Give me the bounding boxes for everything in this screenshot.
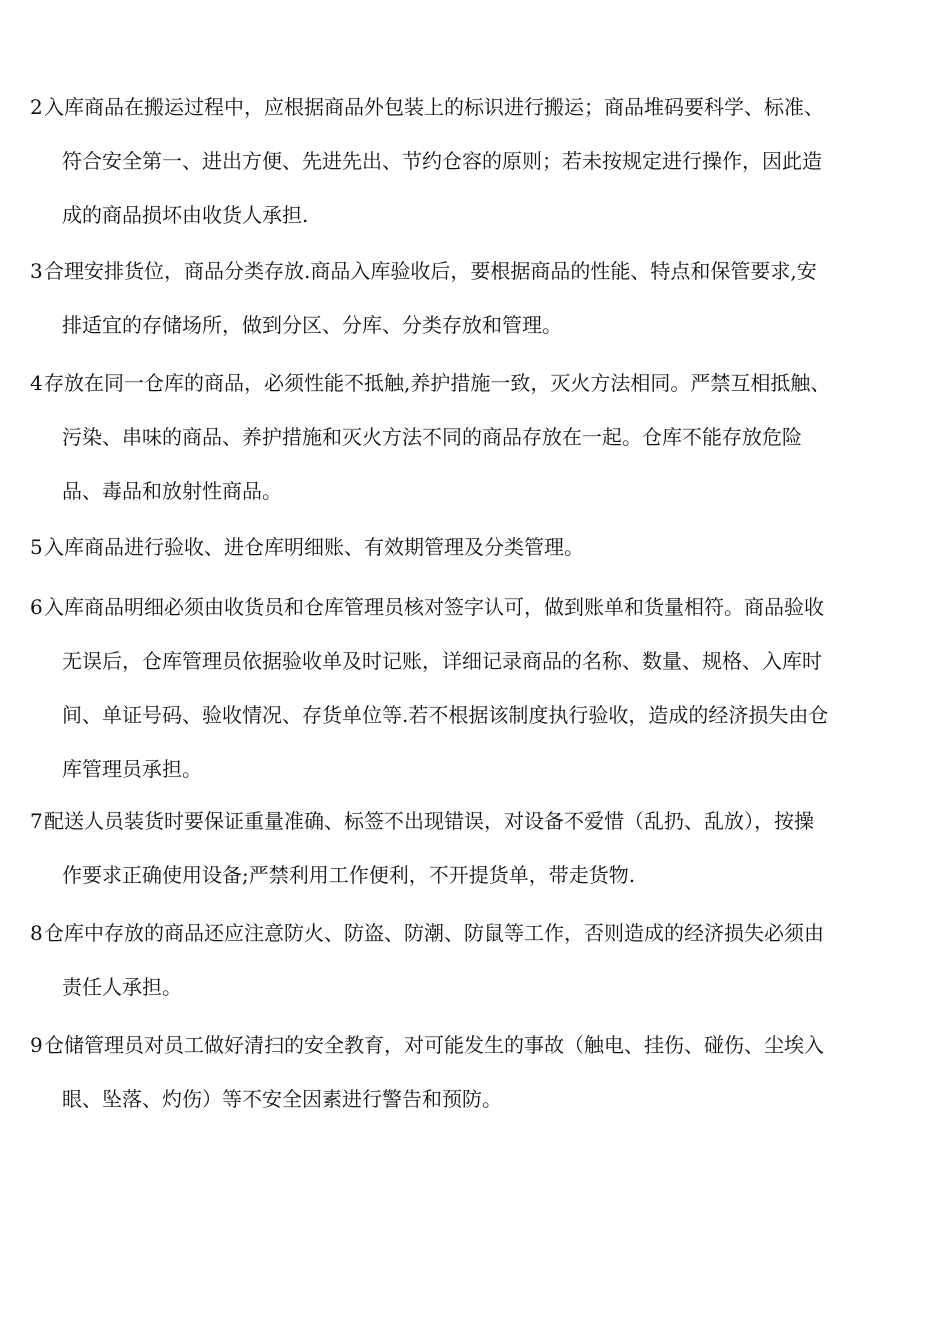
clause-number: 5 — [30, 535, 43, 559]
clause-line: 作要求正确使用设备;严禁利用工作便利，不开提货单，带走货物. — [62, 863, 636, 887]
clause-number: 6 — [30, 595, 43, 619]
clause-number: 2 — [30, 95, 43, 119]
clause-line — [30, 356, 930, 410]
clause-line: 污染、串味的商品、养护措施和灭火方法不同的商品存放在一起。仓库不能存放危险 — [62, 425, 802, 449]
clause-line: 排适宜的存储场所，做到分区、分库、分类存放和管理。 — [62, 313, 562, 337]
clause-3 — [30, 244, 930, 352]
clause-text: 入库商品进行验收、进仓库明细账、有效期管理及分类管理。 — [44, 535, 584, 559]
clause-number: 9 — [30, 1033, 43, 1057]
clause-line: 品、毒品和放射性商品。 — [62, 479, 282, 503]
clause-line — [30, 580, 930, 634]
clause-number: 7 — [30, 809, 43, 833]
clause-5 — [30, 520, 930, 574]
clause-line: 眼、坠落、灼伤）等不安全因素进行警告和预防。 — [62, 1087, 502, 1111]
clause-6 — [30, 580, 930, 796]
clause-line — [30, 1018, 930, 1072]
clause-line: 库管理员承担。 — [62, 757, 202, 781]
clause-line — [30, 80, 930, 134]
clause-line — [30, 520, 930, 574]
clause-8 — [30, 906, 930, 1014]
clause-number: 4 — [30, 371, 43, 395]
clause-2 — [30, 80, 930, 242]
clause-number: 8 — [30, 921, 43, 945]
clause-line — [30, 906, 930, 960]
clause-text: 配送人员装货时要保证重量准确、标签不出现错误，对设备不爱惜（乱扔、乱放），按操 — [44, 809, 814, 833]
clause-line — [30, 244, 930, 298]
clause-text: 合理安排货位，商品分类存放.商品入库验收后，要根据商品的性能、特点和保管要求,安 — [44, 259, 817, 283]
clause-number: 3 — [30, 259, 43, 283]
clause-text: 仓储管理员对员工做好清扫的安全教育，对可能发生的事故（触电、挂伤、碰伤、尘埃入 — [44, 1033, 824, 1057]
clause-text: 入库商品明细必须由收货员和仓库管理员核对签字认可，做到账单和货量相符。商品验收 — [44, 595, 824, 619]
clause-text: 存放在同一仓库的商品，必须性能不抵触,养护措施一致，灭火方法相同。严禁互相抵触、 — [44, 371, 831, 395]
clause-line: 责任人承担。 — [62, 975, 182, 999]
clause-line: 符合安全第一、进出方便、先进先出、节约仓容的原则；若未按规定进行操作，因此造 — [62, 149, 822, 173]
clause-line: 间、单证号码、验收情况、存货单位等.若不根据该制度执行验收，造成的经济损失由仓 — [62, 703, 829, 727]
clause-text: 仓库中存放的商品还应注意防火、防盗、防潮、防鼠等工作，否则造成的经济损失必须由 — [44, 921, 824, 945]
clause-4 — [30, 356, 930, 518]
clause-9 — [30, 1018, 930, 1126]
clause-line: 成的商品损坏由收货人承担. — [62, 203, 309, 227]
clause-7 — [30, 794, 930, 902]
clause-line — [30, 794, 930, 848]
clause-text: 入库商品在搬运过程中，应根据商品外包装上的标识进行搬运；商品堆码要科学、标准、 — [44, 95, 824, 119]
clause-line: 无误后，仓库管理员依据验收单及时记账，详细记录商品的名称、数量、规格、入库时 — [62, 649, 822, 673]
